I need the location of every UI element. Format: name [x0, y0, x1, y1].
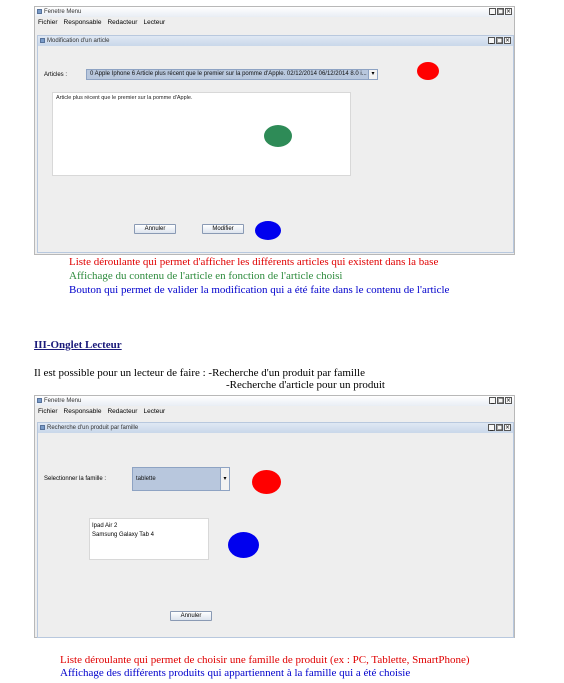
blue-marker-dot [255, 221, 281, 240]
articles-selected-value: 0 Apple Iphone 6 Article plus récent que le premier sur la pomme d'Apple. 02/12/2014 06/12/2014 8.0 i... [90, 71, 367, 77]
menu-lecteur[interactable]: Lecteur [143, 408, 166, 415]
minimize-icon[interactable]: _ [491, 8, 494, 15]
minimize-icon[interactable]: _ [490, 424, 493, 431]
menu-fichier[interactable]: Fichier [38, 19, 58, 26]
minimize-icon[interactable]: _ [491, 397, 494, 404]
section-heading: III-Onglet Lecteur [34, 339, 122, 351]
close-icon[interactable]: × [506, 397, 512, 404]
java-window-icon [40, 38, 45, 43]
menu-responsable[interactable]: Responsable [63, 408, 102, 415]
window-titlebar [35, 7, 514, 17]
annuler-button-label: Annuler [144, 226, 166, 232]
legend1-line-1: Liste déroulante qui permet d'afficher les différents articles qui existent dans la base [69, 256, 439, 268]
window-title: Fenetre Menu [44, 398, 82, 404]
menu-redacteur[interactable]: Redacteur [107, 19, 138, 26]
annuler-button-label: Annuler [180, 613, 202, 619]
red-marker-dot [417, 62, 439, 80]
intro-line-1: Il est possible pour un lecteur de faire : -Recherche d'un produit par famille [34, 367, 365, 379]
window-fenetre-menu-2 [34, 395, 515, 638]
intro-line-2: -Recherche d'article pour un produit [226, 379, 385, 391]
list-item[interactable]: Ipad Air 2 [92, 523, 118, 529]
java-window-icon [40, 425, 45, 430]
products-list[interactable] [89, 518, 209, 560]
window-titlebar [35, 396, 514, 406]
maximize-icon[interactable]: □ [497, 37, 503, 44]
chevron-down-icon[interactable]: ▾ [368, 70, 377, 79]
famille-selected-value: tablette [136, 476, 156, 482]
maximize-icon[interactable]: □ [497, 424, 503, 431]
annuler-button[interactable] [134, 224, 176, 234]
list-item[interactable]: Samsung Galaxy Tab 4 [92, 532, 154, 538]
articles-dropdown[interactable] [86, 69, 378, 80]
close-icon[interactable]: × [505, 37, 511, 44]
menu-bar [35, 406, 514, 418]
blue-marker-dot [228, 532, 259, 558]
dialog-recherche-produit [37, 422, 514, 638]
dialog-titlebar [38, 423, 513, 433]
menu-redacteur[interactable]: Redacteur [107, 408, 138, 415]
legend2-line-1: Liste déroulante qui permet de choisir une famille de produit (ex : PC, Tablette, SmartPhone) [60, 654, 470, 666]
legend1-line-2: Affichage du contenu de l'article en fonction de l'article choisi [69, 270, 343, 282]
java-window-icon [37, 398, 42, 403]
dialog-title: Recherche d'un produit par famille [47, 425, 139, 431]
legend1-line-3: Bouton qui permet de valider la modification qui a été faite dans le contenu de l'article [69, 284, 450, 296]
maximize-icon[interactable]: □ [498, 8, 504, 15]
dialog-title: Modification d'un article [47, 38, 110, 44]
red-marker-dot [252, 470, 281, 494]
articles-label: Articles : [44, 72, 68, 78]
menu-lecteur[interactable]: Lecteur [143, 19, 166, 26]
article-content-area[interactable] [52, 92, 351, 176]
annuler-button[interactable] [170, 611, 212, 621]
maximize-icon[interactable]: □ [498, 397, 504, 404]
famille-dropdown[interactable] [132, 467, 230, 491]
menu-responsable[interactable]: Responsable [63, 19, 102, 26]
modifier-button-label: Modifier [212, 226, 234, 232]
article-content-text: Article plus récent que le premier sur la pomme d'Apple. [56, 95, 193, 101]
menu-fichier[interactable]: Fichier [38, 408, 58, 415]
java-window-icon [37, 9, 42, 14]
window-title: Fenetre Menu [44, 9, 82, 15]
famille-label: Selectionner la famille : [44, 476, 107, 482]
minimize-icon[interactable]: _ [490, 37, 493, 44]
close-icon[interactable]: × [506, 8, 512, 15]
close-icon[interactable]: × [505, 424, 511, 431]
chevron-down-icon[interactable]: ▾ [220, 468, 229, 490]
dialog-titlebar [38, 36, 513, 46]
green-marker-dot [264, 125, 292, 147]
legend2-line-2: Affichage des différents produits qui appartiennent à la famille qui a été choisie [60, 667, 411, 679]
menu-bar [35, 17, 514, 29]
modifier-button[interactable] [202, 224, 244, 234]
